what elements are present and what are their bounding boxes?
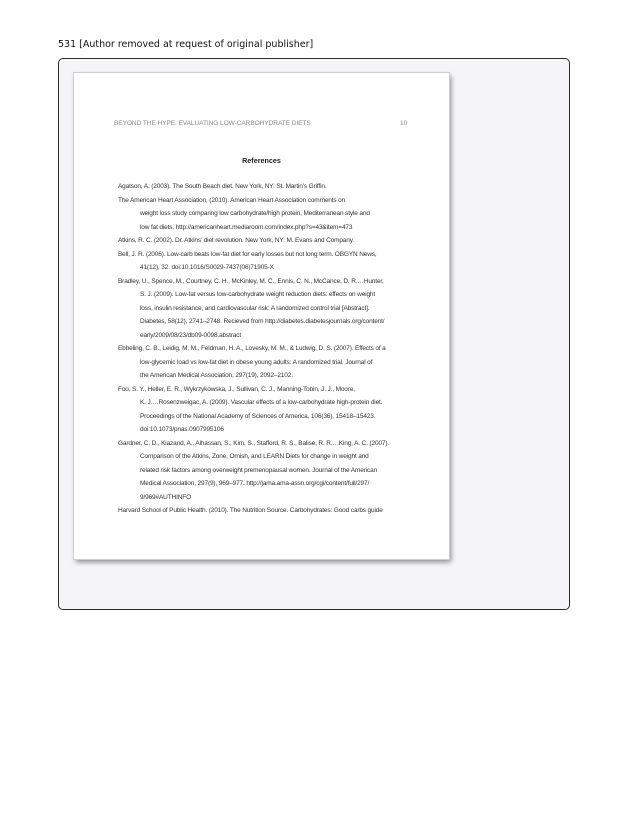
reference-line: doi:10.1073/pnas.0907995106 <box>140 426 224 433</box>
reference-line: Atkins, R. C. (2002). Dr. Atkins’ diet revolution. New York, NY: M. Evans and Company. <box>118 237 355 244</box>
reference-line: low fat diets. http://americanheart.mediaroom.com/index.php?s=43&item=473 <box>140 223 353 231</box>
reference-line: loss, insulin resistance, and cardiovascular risk: A randomized control trial [Abstract]. <box>140 304 370 312</box>
reference-line: K. J.…Rosenzweigac, A. (2009). Vascular effects of a low-carbohydrate high-protein diet. <box>140 399 383 406</box>
reference-line: Agatson, A. (2003). The South Beach diet. New York, NY: St. Martin’s Griffin. <box>118 183 327 190</box>
reference-line: early/2009/08/23/db09-0098.abstract <box>140 331 241 339</box>
document-page <box>74 73 449 559</box>
reference-line: Comparison of the Atkins, Zone, Ornish, and LEARN Diets for change in weight and <box>140 453 369 460</box>
page-number: 10 <box>400 120 408 127</box>
running-head: BEYOND THE HYPE: EVALUATING LOW-CARBOHYDRATE DIETS <box>114 120 311 127</box>
reference-line: Proceedings of the National Academy of Sciences of America, 106(36), 15418–15423. <box>140 412 376 420</box>
reference-line: Bell, J. R. (2006). Low-carb beats low-fat diet for early losses but not long term. OBGYN News, <box>118 250 377 258</box>
reference-line: related risk factors among overweight premenopausal women. Journal of the American <box>140 466 377 474</box>
reference-line: The American Heart Association. (2010). American Heart Association comments on <box>118 196 346 204</box>
page-header: 531 [Author removed at request of original publisher] <box>58 39 314 50</box>
reference-line: Foo, S. Y., Heller, E. R., Wykrzykowska, J., Sullivan, C. J., Manning-Tobin, J. J., Moore, <box>118 385 355 393</box>
reference-line: S. J. (2009). Low-fat versus low-carbohydrate weight reduction diets: effects on weight <box>140 291 376 298</box>
reference-line: low-glycemic load vs low-fat diet in obese young adults: A randomized trial. Journal of <box>140 358 373 366</box>
reference-line: weight loss study comparing low carbohydrate/high protein, Mediterranean style and <box>140 210 370 217</box>
reference-line: 9/969#AUTHINFO <box>140 493 192 501</box>
reference-line: Harvard School of Public Health. (2010). The Nutrition Source. Carbohydrates: Good carbs guide <box>118 507 383 514</box>
references-heading: References <box>242 156 281 165</box>
reference-line: the American Medical Association, 297(19), 2092–2102. <box>140 372 293 379</box>
reference-line: 41(12), 32. doi:10.1016/S0029-7437(06)71905-X <box>140 264 274 271</box>
reference-line: Gardner, C. D., Kiazand, A., Alhassan, S., Kim, S., Stafford, R. S., Balise, R. R.…King, A. C. (2007). <box>118 439 390 447</box>
reference-line: Diabetes, 58(12), 2741–2748. Recieved from http://diabetes.diabetesjournals.org/content/ <box>140 318 385 325</box>
reference-line: Bradley, U., Spence, M., Courtney, C. H., McKinley, M. C., Ennis, C. N., McCance, D. R.…Hunter, <box>118 277 384 285</box>
reference-line: Medical Association, 297(9), 969–977. http://jama.ama-assn.org/cgi/content/full/297/ <box>140 480 370 487</box>
reference-line: Ebbeling, C. B., Leidig, M. M., Feldman, H. A., Lovesky, M. M., & Ludwig, D. S. (2007). Effects of a <box>118 345 386 352</box>
